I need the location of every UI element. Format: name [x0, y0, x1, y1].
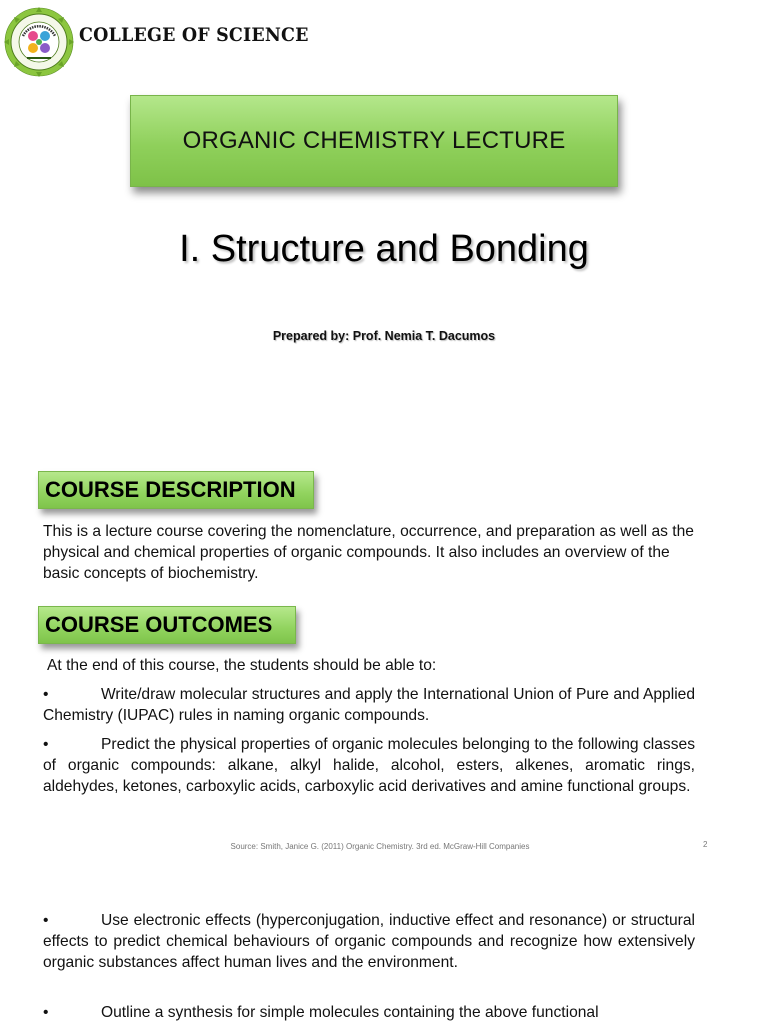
source-citation: Source: Smith, Janice G. (2011) Organic Chemistry. 3rd ed. McGraw-Hill Companies [230, 842, 530, 851]
outcome-item [43, 734, 695, 797]
page-number: 2 [703, 840, 708, 849]
lecture-title: ORGANIC CHEMISTRY LECTURE [182, 127, 566, 154]
course-info-slide [0, 440, 768, 860]
course-outcomes-intro: At the end of this course, the students should be able to: [47, 657, 437, 674]
course-outcomes-heading: COURSE OUTCOMES [45, 612, 273, 637]
outcome-text: Use electronic effects (hyperconjugation, inductive effect and resonance) or structural effects to predict chemical behaviours of organic compounds and recognize how extensively organic substances affect human lives and the environment. [43, 912, 695, 971]
bullet-icon: • [43, 686, 49, 703]
course-description-heading: COURSE DESCRIPTION [45, 477, 296, 502]
outcome-item [43, 1002, 695, 1023]
college-name: COLLEGE OF SCIENCE [79, 24, 309, 46]
bullet-icon: • [43, 736, 49, 753]
lecture-title-banner [130, 95, 618, 187]
outcome-text: Write/draw molecular structures and apply the International Union of Pure and Applied Chemistry (IUPAC) rules in naming organic compounds. [43, 686, 695, 724]
college-seal-logo [3, 6, 75, 78]
prepared-by: Prepared by: Prof. Nemia T. Dacumos [272, 329, 496, 343]
title-slide [0, 0, 768, 440]
bullet-icon: • [43, 1004, 49, 1021]
outcome-text: Outline a synthesis for simple molecules containing the above functional [101, 1004, 599, 1021]
bullet-icon: • [43, 912, 49, 929]
course-description-text: This is a lecture course covering the nomenclature, occurrence, and preparation as well as the physical and chemical properties of organic compounds. It also includes an overview of the basic concepts of biochemistry. [43, 523, 694, 582]
course-description-heading-box [38, 471, 314, 509]
course-outcomes-heading-box [38, 606, 296, 644]
outcome-text: Predict the physical properties of organic molecules belonging to the following classes of organic compounds: alkane, alkyl halide, alcohol, esters, alkenes, aromatic rings, aldehydes, ketones, carboxylic acids, carboxylic acid derivatives and amine functional groups. [43, 736, 695, 795]
outcome-item [43, 684, 695, 726]
outcome-item [43, 910, 695, 973]
main-title: I. Structure and Bonding [179, 228, 589, 270]
outcomes-continued-slide [0, 860, 768, 1024]
